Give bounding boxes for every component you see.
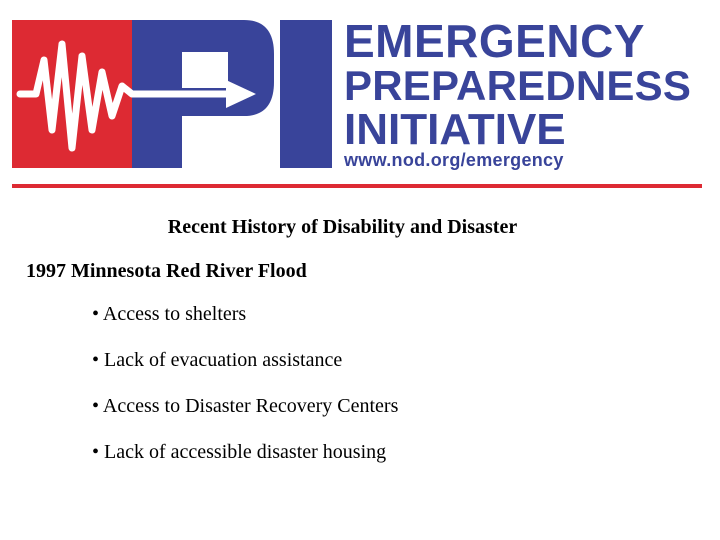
event-heading: 1997 Minnesota Red River Flood: [26, 260, 307, 282]
bullet-item-recovery-centers: • Access to Disaster Recovery Centers: [92, 395, 399, 417]
website-url[interactable]: www.nod.org/emergency: [344, 150, 564, 170]
emergency-preparedness-logo: [12, 20, 332, 168]
bullet-item-housing: • Lack of accessible disaster housing: [92, 441, 387, 463]
header-divider: [12, 184, 702, 188]
logo-text-emergency: EMERGENCY: [344, 15, 645, 67]
logo-text-initiative: INITIATIVE: [344, 105, 566, 154]
bullet-item-shelters: • Access to shelters: [92, 303, 247, 325]
header-banner: [0, 0, 720, 195]
bullet-item-evacuation: • Lack of evacuation assistance: [92, 349, 343, 371]
logo-text-preparedness: PREPAREDNESS: [344, 62, 692, 109]
slide-title: Recent History of Disability and Disaster: [167, 216, 518, 238]
bullet-list: [92, 302, 398, 486]
